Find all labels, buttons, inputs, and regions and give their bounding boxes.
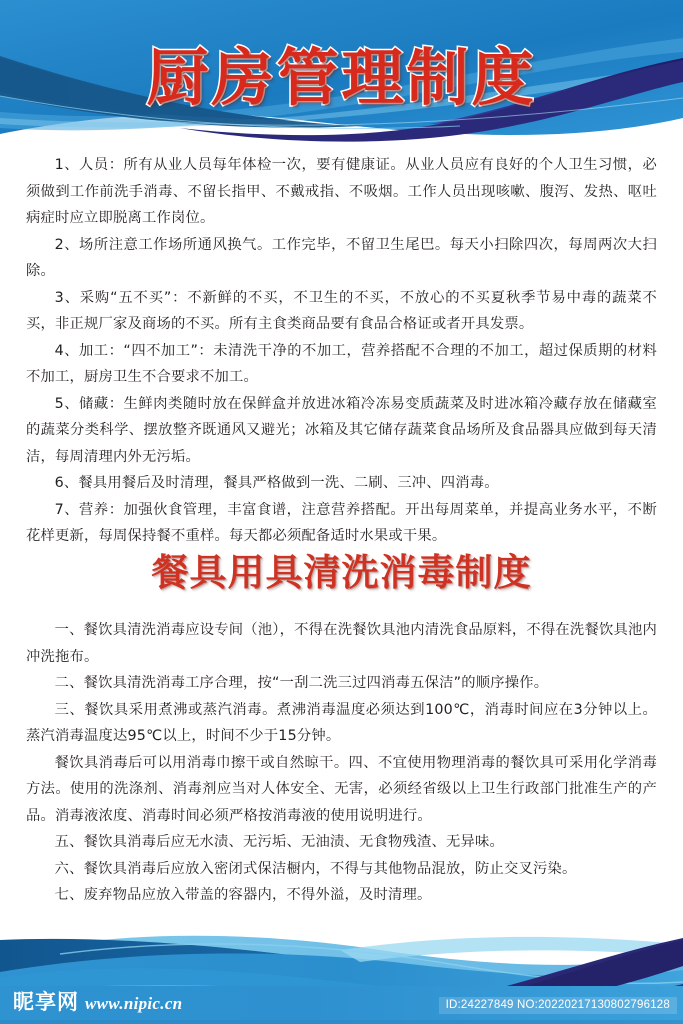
section2-paragraph-5: 五、餐饮具消毒后应无水渍、无污垢、无油渍、无食物残渣、无异味。: [54, 834, 504, 850]
site-logo[interactable]: [13, 992, 182, 1013]
section2-title-wrap: [0, 553, 683, 594]
section2-title: 餐具用具清洗消毒制度: [151, 551, 532, 594]
section2-paragraph-7: 七、废弃物品应放入带盖的容器内，不得外溢，及时清理。: [54, 887, 432, 903]
section1-paragraph-1: 1、人员：所有从业人员每年体检一次，要有健康证。从业人员应有良好的个人卫生习惯，必须做到工作前洗手消毒、不留长指甲、不戴戒指、不吸烟。工作人员出现咳嗽、腹泻、发热、呕吐病症时应立即脱离工作岗位。: [26, 157, 657, 226]
section1-paragraph-2: 2、场所注意工作场所通风换气。工作完毕，不留卫生尾巴。每天小扫除四次，每周两次大扫除。: [26, 236, 657, 279]
section1-body: [26, 152, 657, 550]
section1-paragraph-5: 5、储藏：生鲜肉类随时放在保鲜盒并放进冰箱冷冻易变质蔬菜及时进冰箱冷藏存放在储藏室的蔬菜分类科学、摆放整齐既通风又避光；冰箱及其它储存蔬菜食品场所及食品器具应做到每天清洁，每周清理内外无污垢。: [26, 395, 657, 465]
section2-paragraph-4: 餐饮具消毒后可以用消毒巾擦干或自然晾干。四、不宜使用物理消毒的餐饮具可采用化学消毒方法。使用的洗涤剂、消毒剂应当对人体安全、无害，必须经省级以上卫生行政部门批准生产的产品。消毒液浓度、消毒时间必须严格按消毒液的使用说明进行。: [26, 754, 657, 824]
top-banner: [0, 0, 683, 152]
section2-paragraph-2: 二、餐饮具清洗消毒工序合理，按“一刮二洗三过四消毒五保洁”的顺序操作。: [54, 675, 549, 691]
footer-watermark-bar: [0, 986, 683, 1024]
section1-paragraph-3: 3、采购“五不买”：不新鲜的不买，不卫生的不买，不放心的不买夏秋季节易中毒的蔬菜不买，非正规厂家及商场的不买。所有主食类商品要有食品合格证或者开具发票。: [26, 289, 657, 332]
section2-paragraph-1: 一、餐饮具清洗消毒应设专间（池），不得在洗餐饮具池内清洗食品原料，不得在洗餐饮具池内冲洗拖布。: [26, 622, 657, 665]
page-title: 厨房管理制度: [146, 41, 537, 114]
section1-paragraph-4: 4、加工：“四不加工”：未清洗干净的不加工，营养搭配不合理的不加工，超过保质期的材料不加工，厨房卫生不合要求不加工。: [26, 342, 657, 385]
section2-paragraph-3: 三、餐饮具采用煮沸或蒸汽消毒。煮沸消毒温度必须达到100℃，消毒时间应在3分钟以上。蒸汽消毒温度达95℃以上，时间不少于15分钟。: [26, 701, 657, 744]
section1-paragraph-7: 7、营养：加强伙食管理，丰富食谱，注意营养搭配。开出每周菜单，并提高业务水平，不断花样更新，每周保持餐不重样。每天都必须配备适时水果或干果。: [26, 501, 657, 544]
site-logo-url: www.nipic.cn: [85, 994, 183, 1013]
section1-paragraph-6: 6、餐具用餐后及时清理，餐具严格做到一洗、二刷、三冲、四消毒。: [54, 475, 499, 491]
image-id-badge: ID:24227849 NO:20220217130802796128: [439, 997, 677, 1014]
site-logo-cn: 昵享网: [13, 990, 79, 1014]
section2-body: [26, 617, 657, 909]
section2-paragraph-6: 六、餐饮具消毒后应放入密闭式保洁橱内，不得与其他物品混放，防止交叉污染。: [54, 860, 577, 877]
